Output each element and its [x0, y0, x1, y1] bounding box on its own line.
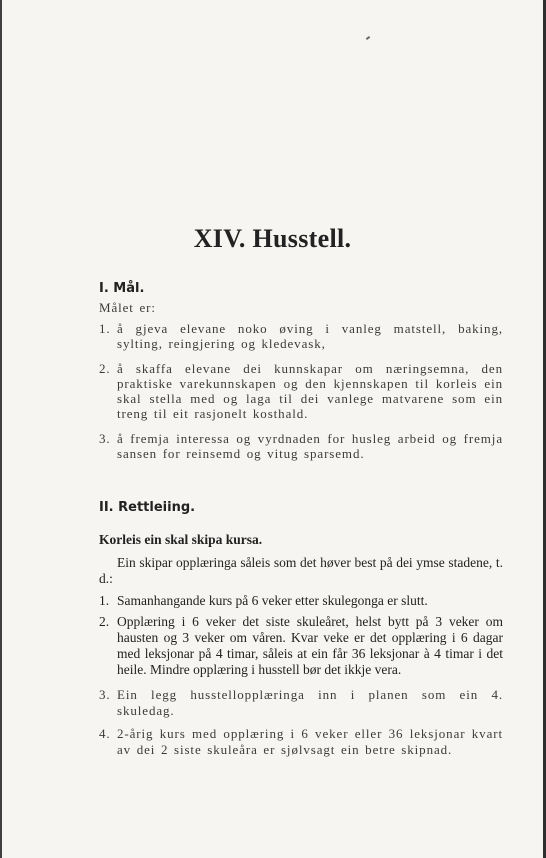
list-item [99, 593, 503, 609]
item-text: 2-årig kurs med opplæring i 6 veker eller 36 leksjonar kvart av dei 2 siste skuleåra er sjølvsagt ein betre skipnad. [117, 726, 503, 757]
item-number: 3. [99, 687, 111, 702]
list-item [99, 726, 503, 758]
item-text: å skaffa elevane dei kunnskapar om næringsemna, den praktiske varekunnskapen og den kjennskapen til korleis ein skal stella med og laga til dei vanlege matvarene som ein treng til eit rasjonelt kosthald. [117, 361, 503, 421]
item-text: Opplæring i 6 veker det siste skuleåret, helst bytt på 3 veker om hausten og 3 veker om våren. Kvar veke er det opplæring i 6 dagar med leksjonar på 4 timar, såleis at ein får 36 leksjonar à 4 timar i det heile. Mindre opplæring i husstell bør det ikkje vera. [117, 614, 503, 677]
item-text: Ein legg husstellopplæringa inn i planen som ein 4. skuledag. [117, 687, 503, 718]
section-heading-mal: I. Mål. [99, 281, 145, 296]
section-intro-text: Målet er: [99, 300, 156, 315]
subsection-heading: Korleis ein skal skipa kursa. [99, 532, 263, 547]
item-text: å fremja interessa og vyrdnaden for husleg arbeid og fremja sansen for reinsemd og vitug sparsemd. [117, 431, 503, 461]
page-mark [366, 36, 370, 40]
list-item [99, 614, 503, 678]
item-number: 1. [99, 593, 110, 608]
list-item [99, 431, 503, 461]
list-item [99, 687, 503, 719]
item-text: Samanhangande kurs på 6 veker etter skulegonga er slutt. [117, 593, 428, 608]
list-item [99, 321, 503, 351]
item-number: 2. [99, 614, 110, 629]
item-text: å gjeva elevane noko øving i vanleg matstell, baking, sylting, reingjering og kledevask, [117, 321, 503, 351]
item-number: 4. [99, 726, 111, 741]
item-number: 3. [99, 431, 111, 446]
course-options-list [99, 593, 503, 758]
goals-list [99, 321, 503, 461]
guidance-intro-text: Ein skipar opplæringa såleis som det høver best på dei ymse stadene, t. d.: [99, 555, 503, 586]
section-heading-rettleiing: II. Rettleiing. [99, 500, 196, 515]
item-number: 1. [99, 321, 111, 336]
chapter-title: XIV. Husstell. [193, 224, 352, 253]
list-item [99, 361, 503, 421]
item-number: 2. [99, 361, 111, 376]
